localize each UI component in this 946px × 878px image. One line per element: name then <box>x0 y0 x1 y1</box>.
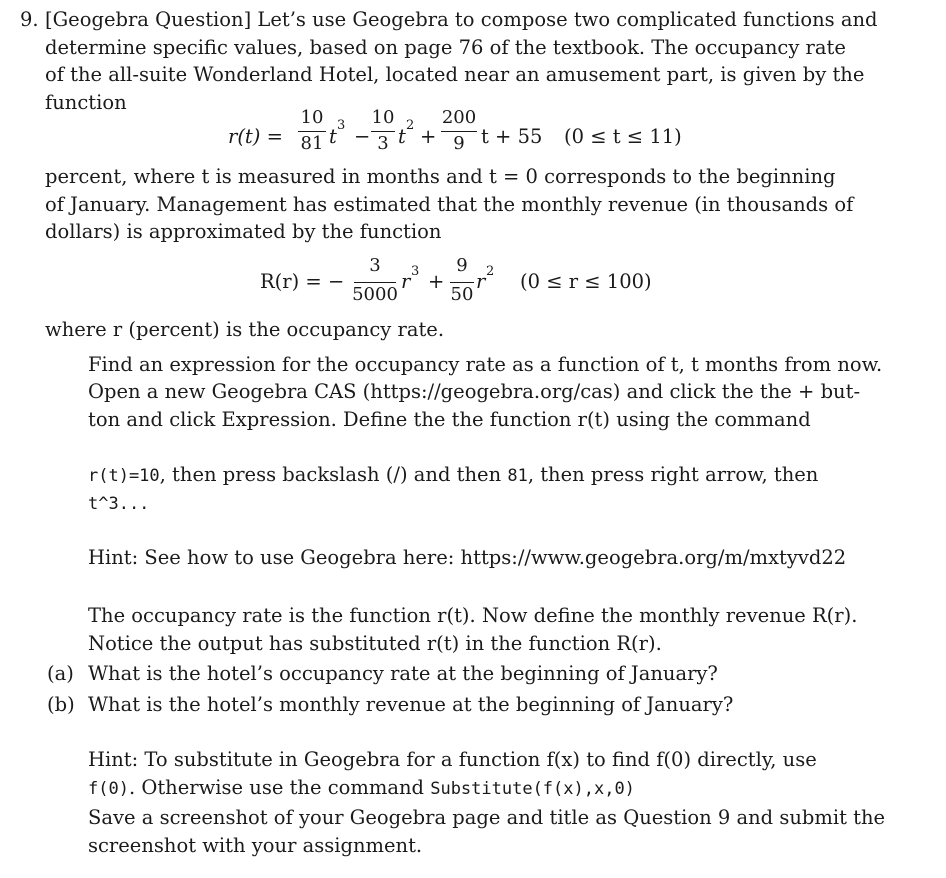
mid-line-1: percent, where t is measured in months and t = 0 corresponds to the beginning <box>45 165 836 188</box>
eq1-t2: t <box>398 125 406 148</box>
eq2-domain: (0 ≤ r ≤ 100) <box>520 270 652 293</box>
eq2-f1-num: 3 <box>369 255 381 276</box>
eq2-op: + <box>428 270 445 293</box>
eq2-p1: 3 <box>411 264 420 279</box>
eq1-p1: 3 <box>337 118 346 133</box>
eq1-lhs: r(t) = <box>228 125 283 148</box>
cmd-code-1: r(t)=10 <box>88 466 160 486</box>
occ-line-2: Notice the output has substituted r(t) in the function R(r). <box>88 632 662 655</box>
eq2-f2-den: 50 <box>450 284 474 305</box>
eq1-f3-den: 9 <box>453 133 465 154</box>
occ-line-1: The occupancy rate is the function r(t). Now define the monthly revenue R(r). <box>88 604 858 627</box>
where-line: where r (percent) is the occupancy rate. <box>45 318 445 341</box>
question-number: 9. <box>20 8 39 31</box>
part-a-text: What is the hotel’s occupancy rate at the beginning of January? <box>88 662 718 685</box>
eq1-p2: 2 <box>406 118 415 133</box>
part-b-label: (b) <box>47 693 75 716</box>
intro-line-1: [Geogebra Question] Let’s use Geogebra to compose two complicated functions and <box>45 8 878 31</box>
cmd-text-2: , then press right arrow, then <box>527 463 819 486</box>
hint-code-1: f(0) <box>88 779 129 799</box>
save-line-1: Save a screenshot of your Geogebra page and title as Question 9 and submit the <box>88 806 886 829</box>
mid-line-2: of January. Management has estimated that the monthly revenue (in thousands of <box>45 193 854 216</box>
find-line-2: Open a new Geogebra CAS (https://geogebra.org/cas) and click the the + but- <box>88 380 861 403</box>
intro-line-4: function <box>45 91 127 114</box>
find-line-1: Find an expression for the occupancy rate as a function of t, t months from now. <box>88 353 883 376</box>
cmd-code-3: t^3... <box>88 494 150 514</box>
eq1-f2-num: 10 <box>371 107 395 128</box>
eq2-r1: r <box>401 270 411 293</box>
eq1-f2-den: 3 <box>377 133 389 154</box>
hint-geogebra-link: Hint: See how to use Geogebra here: https://www.geogebra.org/m/mxtyvd22 <box>88 546 847 569</box>
hint-substitute-line-2 <box>88 776 635 801</box>
part-b-text: What is the hotel’s monthly revenue at the beginning of January? <box>88 693 734 716</box>
mid-line-3: dollars) is approximated by the function <box>45 220 442 243</box>
eq1-op2: + <box>420 125 437 148</box>
eq2-r2: r <box>476 270 486 293</box>
eq1-f1-den: 81 <box>300 133 324 154</box>
eq1-domain: (0 ≤ t ≤ 11) <box>564 125 682 148</box>
eq1-t1: t <box>329 125 337 148</box>
eq2-f1-den: 5000 <box>352 284 398 305</box>
hint-text-2: . Otherwise use the command <box>128 776 431 799</box>
eq1-op1: − <box>354 125 371 148</box>
find-line-3: ton and click Expression. Define the the function r(t) using the command <box>88 408 811 431</box>
eq1-f3-num: 200 <box>441 107 477 128</box>
cmd-text-1: , then press backslash (/) and then <box>159 463 508 486</box>
command-line-1 <box>88 463 818 488</box>
eq2-p2: 2 <box>486 264 495 279</box>
intro-line-2: determine specific values, based on page 76 of the textbook. The occupancy rate <box>45 36 846 59</box>
save-line-2: screenshot with your assignment. <box>88 834 423 857</box>
eq2-f2-num: 9 <box>456 255 468 276</box>
hint-code-2: Substitute(f(x),x,0) <box>430 779 635 799</box>
intro-line-3: of the all-suite Wonderland Hotel, located near an amusement part, is given by the <box>45 63 865 86</box>
hint-substitute-line-1: Hint: To substitute in Geogebra for a function f(x) to find f(0) directly, use <box>88 748 817 771</box>
eq1-tail: t + 55 <box>481 125 543 148</box>
part-a-label: (a) <box>47 662 74 685</box>
cmd-code-2: 81 <box>507 466 528 486</box>
eq2-lhs: R(r) = − <box>260 270 345 293</box>
eq1-f1-num: 10 <box>300 107 324 128</box>
